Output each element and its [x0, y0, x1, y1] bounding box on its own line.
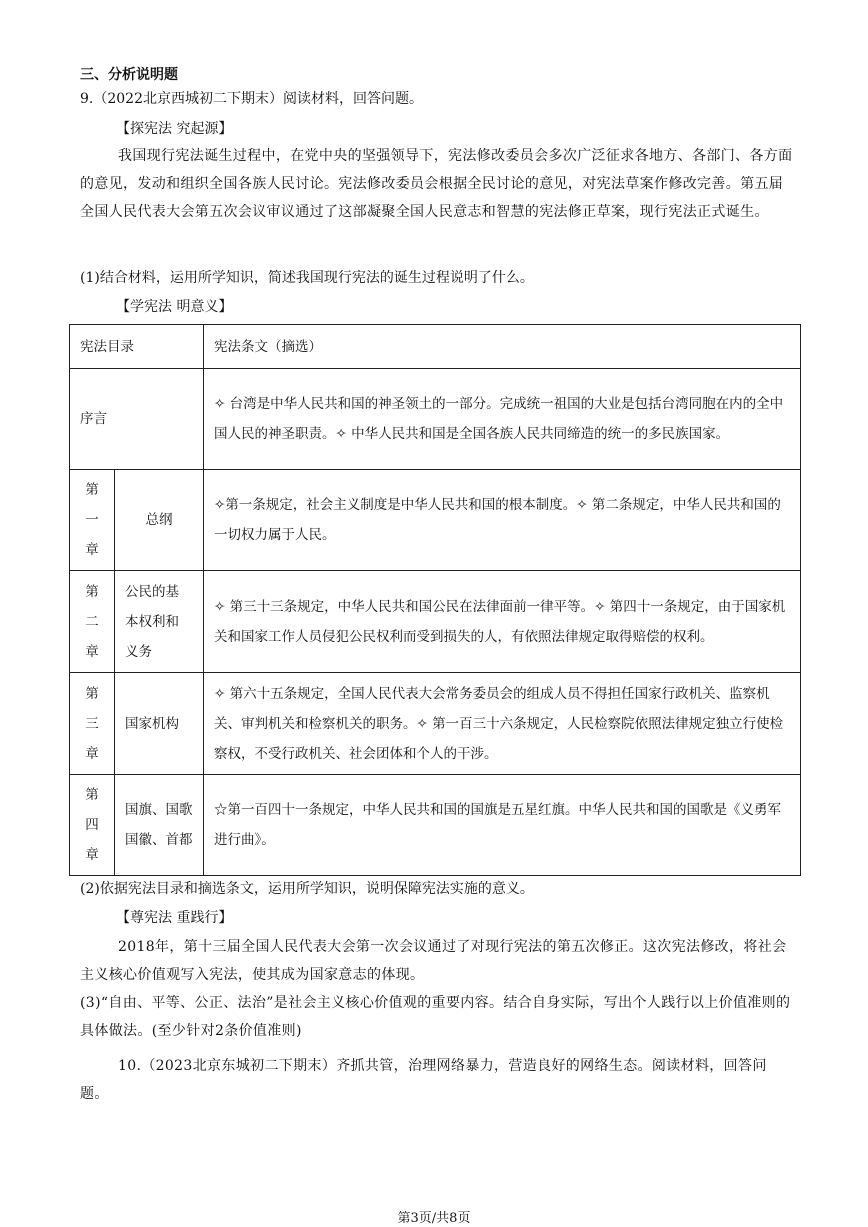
header-articles: 宪法条文（摘选） [204, 325, 801, 369]
chapter-title: 国家机构 [115, 673, 204, 775]
material-paragraph-2: 2018年，第十三届全国人民代表大会第一次会议通过了对现行宪法的第五次修正。这次宪法修改，将社会主义核心价值观写入宪法，使其成为国家意志的体现。 [80, 939, 787, 983]
chapter-preamble: 序言 [70, 369, 204, 470]
article-content: ✧ 台湾是中华人民共和国的神圣领土的一部分。完成统一祖国的大业是包括台湾同胞在内的全中国人民的神圣职责。✧ 中华人民共和国是全国各族人民共同缔造的统一的多民族国家。 [204, 369, 801, 470]
subheading-practice: 【尊宪法 重践行】 [116, 910, 233, 926]
article-content: ✧ 第六十五条规定，全国人民代表大会常务委员会的组成人员不得担任国家行政机关、监察机关、审判机关和检察机关的职务。✧ 第一百三十六条规定，人民检察院依照法律规定独立行使检察权，不受行政机关、社会团体和个人的干涉。 [204, 673, 801, 775]
table-header-row [70, 325, 801, 369]
question-9-3: (3)“自由、平等、公正、法治”是社会主义核心价值观的重要内容。结合自身实际，写出个人践行以上价值准则的具体做法。(至少针对2条价值准则) [80, 995, 791, 1039]
question-9-header: 9.（2022北京西城初二下期末）阅读材料，回答问题。 [80, 91, 423, 107]
article-content: ☆第一百四十一条规定，中华人民共和国的国旗是五星红旗。中华人民共和国的国歌是《义勇军进行曲》。 [204, 775, 801, 876]
question-9-2: (2)依据宪法目录和摘选条文，运用所学知识，说明保障宪法实施的意义。 [80, 881, 534, 897]
chapter-number: 第二章 [70, 571, 115, 673]
page-footer: 第3页/共8页 [397, 1211, 471, 1226]
article-content: ✧ 第三十三条规定，中华人民共和国公民在法律面前一律平等。✧ 第四十一条规定，由于国家机关和国家工作人员侵犯公民权利而受到损失的人，有依照法律规定取得赔偿的权利。 [204, 571, 801, 673]
section-title: 三、分析说明题 [80, 67, 178, 83]
table-row [70, 470, 801, 571]
chapter-number: 第一章 [70, 470, 115, 571]
chapter-title: 公民的基本权利和义务 [115, 571, 204, 673]
article-content: ✧第一条规定，社会主义制度是中华人民共和国的根本制度。✧ 第二条规定，中华人民共和国的一切权力属于人民。 [204, 470, 801, 571]
question-10: 10.（2023北京东城初二下期末）齐抓共管，治理网络暴力，营造良好的网络生态。阅读材料，回答问题。 [80, 1058, 767, 1102]
subheading-meaning: 【学宪法 明意义】 [116, 299, 233, 315]
table-row [70, 775, 801, 876]
question-9-1: (1)结合材料，运用所学知识，简述我国现行宪法的诞生过程说明了什么。 [80, 270, 534, 286]
table-row [70, 571, 801, 673]
table-row [70, 673, 801, 775]
table-row [70, 369, 801, 470]
chapter-title: 国旗、国歌国徽、首都 [115, 775, 204, 876]
header-catalog: 宪法目录 [70, 325, 204, 369]
constitution-table [69, 324, 801, 876]
material-paragraph-1: 我国现行宪法诞生过程中，在党中央的坚强领导下，宪法修改委员会多次广泛征求各地方、各部门、各方面的意见，发动和组织全国各族人民讨论。宪法修改委员会根据全民讨论的意见，对宪法草案作修改完善。第五届全国人民代表大会第五次会议审议通过了这部凝聚全国人民意志和智慧的宪法修正草案，现行宪法正式诞生。 [80, 148, 793, 220]
chapter-number: 第三章 [70, 673, 115, 775]
subheading-origin: 【探宪法 究起源】 [116, 121, 233, 137]
chapter-title: 总纲 [115, 470, 204, 571]
chapter-number: 第四章 [70, 775, 115, 876]
